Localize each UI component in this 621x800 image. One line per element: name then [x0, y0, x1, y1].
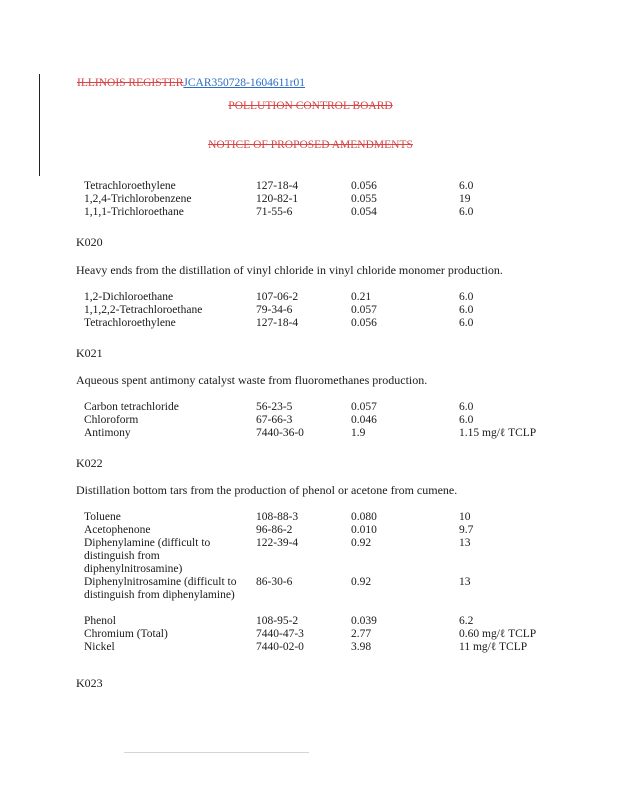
waste-code-k020: K020 — [76, 235, 103, 249]
table-row: 1,2-Dichloroethane 107-06-2 0.21 6.0 — [84, 291, 474, 303]
table-row: Diphenylnitrosamine (difficult to distinguish from diphenylamine) 86-30-6 0.92 13 — [84, 576, 471, 601]
waste-code-k021: K021 — [76, 346, 103, 360]
table-row: 1,2,4-Trichlorobenzene 120-82-1 0.055 19 — [84, 193, 471, 205]
constituent-table-k021 — [84, 401, 579, 440]
table-row: Tetrachloroethylene 127-18-4 0.056 6.0 — [84, 180, 474, 192]
footer-divider — [124, 752, 309, 753]
table-row: Toluene 108-88-3 0.080 10 — [84, 511, 471, 523]
waste-description-k021: Aqueous spent antimony catalyst waste from fluoromethanes production. — [76, 373, 428, 387]
constituent-table-k020 — [84, 291, 579, 330]
register-header — [77, 77, 305, 89]
revision-margin-bar — [39, 74, 40, 176]
constituent-table-k022 — [84, 511, 579, 654]
table-row: Acetophenone 96-86-2 0.010 9.7 — [84, 524, 474, 536]
table-row: 1,1,2,2-Tetrachloroethane 79-34-6 0.057 6.0 — [84, 304, 474, 316]
table-row: Diphenylamine (difficult to distinguish from diphenylnitrosamine) 122-39-4 0.92 13 — [84, 537, 471, 575]
table-row: Carbon tetrachloride 56-23-5 0.057 6.0 — [84, 401, 474, 413]
table-row: Chromium (Total) 7440-47-3 2.77 0.60 mg/ℓ TCLP — [84, 628, 537, 640]
notice-title: NOTICE OF PROPOSED AMENDMENTS — [208, 139, 413, 151]
waste-code-k023: K023 — [76, 676, 103, 690]
table-row: Nickel 7440-02-0 3.98 11 mg/ℓ TCLP — [84, 641, 528, 653]
agency-title: POLLUTION CONTROL BOARD — [228, 100, 393, 112]
table-row: Antimony 7440-36-0 1.9 1.15 mg/ℓ TCLP — [84, 427, 537, 439]
register-id-inserted: JCAR350728-1604611r01 — [183, 77, 305, 89]
waste-description-k022: Distillation bottom tars from the production of phenol or acetone from cumene. — [76, 483, 458, 497]
table-row: Chloroform 67-66-3 0.046 6.0 — [84, 414, 474, 426]
waste-description-k020: Heavy ends from the distillation of vinyl chloride in vinyl chloride monomer production. — [76, 263, 503, 277]
constituent-table-continued — [84, 180, 579, 219]
table-row: Phenol 108-95-2 0.039 6.2 — [84, 615, 474, 627]
waste-code-k022: K022 — [76, 456, 103, 470]
table-row: 1,1,1-Trichloroethane 71-55-6 0.054 6.0 — [84, 206, 474, 218]
register-title-struck: ILLINOIS REGISTER — [77, 77, 184, 89]
table-row: Tetrachloroethylene 127-18-4 0.056 6.0 — [84, 317, 474, 329]
